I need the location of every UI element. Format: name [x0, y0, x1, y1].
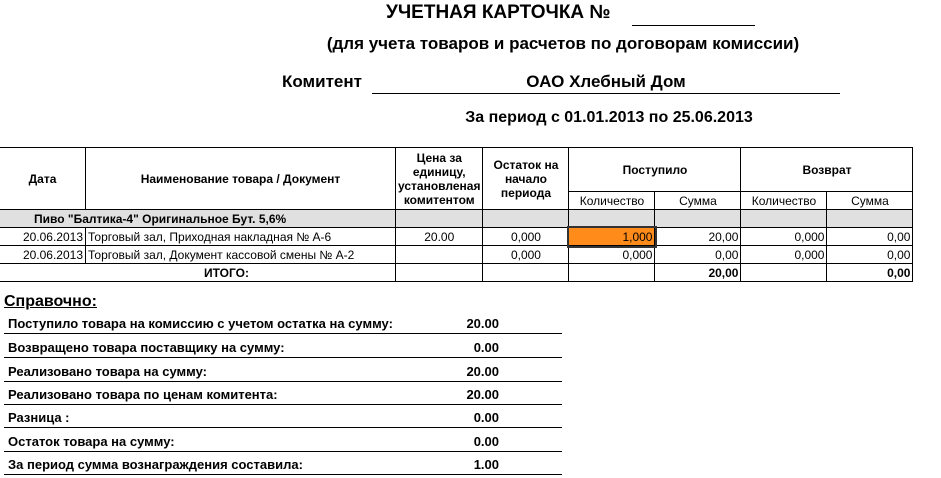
reference-title: Справочно:: [4, 293, 97, 310]
reference-label: Реализовано товара на сумму:: [8, 364, 207, 379]
komitent-label: Комитент: [282, 72, 362, 91]
reference-row: [4, 381, 562, 405]
reference-label: Поступило товара на комиссию с учетом остатка на сумму:: [8, 316, 393, 331]
total-row: [0, 264, 913, 282]
card-subtitle: (для учета товаров и расчетов по договорам комиссии): [326, 34, 800, 53]
row-name[interactable]: Торговый зал, Документ кассовой смены № А-2: [86, 246, 396, 264]
reference-value: 1.00: [473, 457, 499, 472]
card-title: УЧЕТНАЯ КАРТОЧКА №: [386, 2, 611, 23]
row-returned-qty[interactable]: 0,000: [741, 228, 827, 246]
row-returned-qty[interactable]: 0,000: [741, 246, 827, 264]
row-received-sum[interactable]: 20,00: [655, 228, 741, 246]
header-received-qty: Количество: [569, 192, 655, 210]
reference-value: 20.00: [466, 316, 499, 331]
reference-row: [4, 451, 562, 475]
header-returned-sum: Сумма: [827, 192, 913, 210]
reference-value: 0.00: [473, 434, 499, 449]
komitent-value: ОАО Хлебный Дом: [526, 72, 686, 91]
total-received-sum: 20,00: [655, 264, 741, 282]
reference-label: Возвращено товара поставщику на сумму:: [8, 340, 285, 355]
header-received: Поступило: [569, 148, 741, 192]
row-date[interactable]: 20.06.2013: [0, 246, 86, 264]
row-returned-sum[interactable]: 0,00: [827, 228, 913, 246]
group-name: Пиво "Балтика-4" Оригинальное Бут. 5,6%: [0, 210, 396, 228]
reference-row: [4, 358, 562, 382]
row-received-sum[interactable]: 0,00: [655, 246, 741, 264]
reference-value: 0.00: [473, 340, 499, 355]
reference-value: 20.00: [466, 387, 499, 402]
row-name[interactable]: Торговый зал, Приходная накладная № А-6: [86, 228, 396, 246]
reference-value: 20.00: [466, 364, 499, 379]
header-received-sum: Сумма: [655, 192, 741, 210]
header-returned: Возврат: [741, 148, 913, 192]
row-rest[interactable]: 0,000: [483, 246, 569, 264]
row-received-qty[interactable]: 0,000: [569, 246, 655, 264]
reference-row: [4, 310, 562, 334]
total-label: ИТОГО:: [0, 264, 396, 282]
reference-row: [4, 334, 562, 358]
reference-row: [4, 428, 562, 452]
reference-label: Разница :: [8, 410, 70, 425]
reference-value: 0.00: [473, 410, 499, 425]
reference-label: Остаток товара на сумму:: [8, 434, 175, 449]
header-name: Наименование товара / Документ: [86, 148, 396, 210]
reference-row: [4, 404, 562, 428]
card-number-line: [632, 25, 755, 26]
row-date[interactable]: 20.06.2013: [0, 228, 86, 246]
table-row: [0, 246, 913, 264]
reference-label: Реализовано товара по ценам комитента:: [8, 387, 278, 402]
total-returned-sum: 0,00: [827, 264, 913, 282]
period-text: За период с 01.01.2013 по 25.06.2013: [465, 109, 753, 126]
row-received-qty[interactable]: 1,000: [569, 228, 655, 246]
goods-table: [0, 147, 913, 282]
header-date: Дата: [0, 148, 86, 210]
row-returned-sum[interactable]: 0,00: [827, 246, 913, 264]
reference-label: За период сумма вознаграждения составила:: [8, 457, 303, 472]
komitent-line: [372, 93, 840, 94]
row-rest[interactable]: 0,000: [483, 228, 569, 246]
table-row: [0, 228, 913, 246]
header-price: Цена за единицу, установленая комитентом: [396, 148, 483, 210]
header-rest: Остаток на начало периода: [483, 148, 569, 210]
row-price[interactable]: 20.00: [396, 228, 483, 246]
row-price[interactable]: [396, 246, 483, 264]
header-returned-qty: Количество: [741, 192, 827, 210]
